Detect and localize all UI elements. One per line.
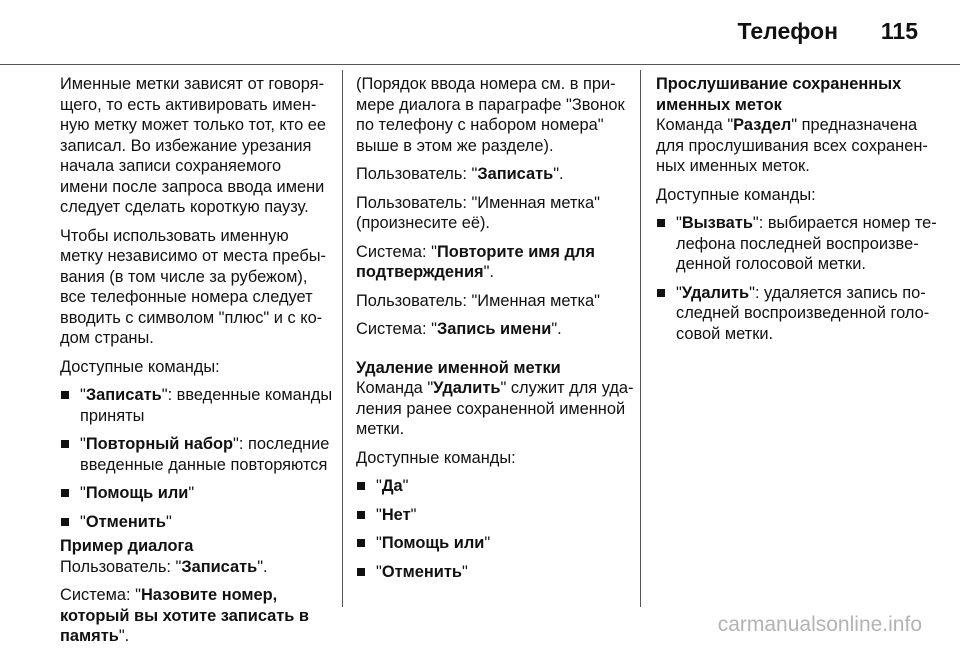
text-line: все телефонные номера следует	[60, 288, 313, 306]
column-3	[656, 74, 937, 352]
column-2	[356, 74, 634, 590]
text-line: денной голосовой метки.	[676, 255, 866, 273]
bullet-icon	[61, 440, 69, 448]
dialog-line: Система: "Запись имени".	[356, 320, 562, 338]
command-text: Отменить	[381, 562, 462, 581]
page-number: 115	[880, 18, 918, 44]
bullet-icon	[657, 289, 665, 297]
text-line: Именные метки зависят от говоря-	[60, 75, 325, 93]
list-item: "Нет"	[356, 505, 630, 526]
command-text: Нет	[381, 505, 411, 524]
command-text: который вы хотите записать в	[60, 606, 309, 625]
text-line: следней воспроизведенной голо-	[676, 304, 930, 322]
list-item: "Да"	[356, 476, 630, 497]
list-item: "Записать": введенные команды приняты	[60, 385, 332, 426]
command-text: Отменить	[85, 512, 166, 531]
command-text: Повторный набор	[85, 435, 234, 453]
bullet-icon	[357, 539, 365, 547]
list-item: "Помощь или"	[356, 533, 630, 554]
text-line: записал. Во избежание урезания	[60, 136, 312, 155]
command-text: Удалить	[681, 283, 750, 302]
page-header	[0, 0, 960, 64]
list-item: "Вызвать": выбирается номер те- лефона последней воспроизве- денной голосовой метки.	[656, 213, 931, 275]
dialog-line	[356, 193, 630, 234]
bullet-icon	[357, 511, 365, 519]
section-heading	[656, 74, 931, 115]
text-line: ления ранее сохраненной именной	[356, 399, 626, 418]
command-list	[356, 476, 630, 582]
command-text: Раздел	[733, 116, 792, 134]
dialog-line: Пользователь: "Именная метка"	[356, 291, 600, 310]
text-line: вания (в том числе за рубежом),	[60, 267, 308, 286]
text-line: выше в этом же разделе).	[356, 136, 554, 155]
text-line: метки.	[356, 420, 405, 438]
command-text: Записать	[181, 557, 258, 576]
speaker-label: Система:	[356, 320, 432, 338]
text-fragment: Команда	[656, 116, 728, 134]
text-line: дом страны.	[60, 329, 154, 347]
command-text: Удалить	[433, 379, 501, 397]
speaker-label: Система:	[60, 586, 136, 604]
text-line: начала записи сохраняемого	[60, 157, 282, 175]
bullet-icon	[61, 391, 69, 399]
command-text: Помощь или	[85, 484, 189, 502]
text-fragment: предназначена	[797, 116, 918, 134]
paragraph	[356, 74, 630, 156]
speaker-label: Пользователь:	[356, 165, 472, 183]
command-text: Запись имени	[436, 320, 552, 338]
command-text: память	[60, 627, 119, 645]
speaker-label: Пользователь:	[60, 557, 176, 576]
command-text: Записать	[477, 165, 554, 183]
bullet-icon	[61, 518, 69, 526]
text-line: введенные данные повторяются	[80, 455, 328, 474]
section-heading: Пример диалога	[60, 537, 194, 555]
text-line: для прослушивания всех сохранен-	[656, 136, 928, 155]
text-line: вводить с символом "плюс" и с ко-	[60, 308, 323, 327]
available-commands-label: Доступные команды:	[656, 185, 816, 204]
text-line: совой метки.	[676, 324, 774, 343]
command-description: : удаляется запись по-	[754, 283, 926, 302]
dialog-line: Пользователь: "Записать".	[356, 165, 564, 183]
command-text: Помощь или	[381, 534, 485, 552]
available-commands-label: Доступные команды:	[60, 357, 220, 376]
text-fragment: служит для уда-	[506, 379, 634, 397]
command-description: : введенные команды	[167, 386, 333, 404]
column-divider	[342, 70, 343, 607]
list-item: "Отменить"	[60, 512, 332, 533]
text-line: именных меток	[656, 95, 782, 114]
paragraph: Команда "Удалить" служит для уда- ления ранее сохраненной именной метки.	[356, 379, 634, 438]
section-heading: Удаление именной метки	[356, 358, 561, 377]
text-line: Чтобы использовать именную	[60, 226, 289, 245]
text-line: лефона последней воспроизве-	[676, 234, 919, 253]
text-line: Прослушивание сохраненных	[656, 75, 902, 93]
command-description: : выбирается номер те-	[758, 214, 937, 232]
command-description: : последние	[238, 435, 330, 453]
text-line: (произнесите её).	[356, 214, 490, 232]
bullet-icon	[357, 568, 365, 576]
bullet-icon	[357, 482, 365, 490]
text-line: Пользователь: "Именная метка"	[356, 193, 600, 212]
bullet-icon	[61, 489, 69, 497]
text-line: приняты	[80, 406, 145, 425]
paragraph	[60, 226, 332, 349]
dialog-line: Пользователь: "Записать".	[60, 557, 268, 576]
bullet-icon	[657, 219, 665, 227]
dialog-line: Система: "Повторите имя для подтверждения".	[356, 242, 595, 281]
list-item: "Отменить"	[356, 562, 630, 583]
command-list	[60, 385, 332, 532]
dialog-line: Система: "Назовите номер, который вы хотите записать в память".	[60, 585, 332, 647]
watermark: carmanualsonline.info	[717, 613, 922, 636]
list-item: "Повторный набор": последние введенные данные повторяются	[60, 434, 332, 475]
column-1	[60, 74, 332, 655]
command-list	[656, 213, 937, 344]
paragraph: Команда "Раздел" предназначена для прослушивания всех сохранен- ных именных меток.	[656, 115, 931, 177]
command-text: Да	[381, 477, 403, 495]
text-line: (Порядок ввода номера см. в при-	[356, 75, 616, 93]
text-line: щего, то есть активировать имен-	[60, 95, 317, 114]
list-item: "Помощь или"	[60, 483, 332, 504]
text-fragment: Команда	[356, 379, 428, 397]
command-text: Записать	[85, 386, 162, 404]
text-line: следует сделать короткую паузу.	[60, 198, 309, 216]
command-text: Вызвать	[681, 214, 753, 232]
page-title: Телефон	[737, 18, 838, 44]
text-line: по телефону с набором номера"	[356, 116, 604, 134]
text-line: имени после запроса ввода имени	[60, 177, 325, 196]
available-commands-label: Доступные команды:	[356, 448, 516, 467]
column-divider	[640, 70, 641, 607]
text-line: метку независимо от места пребы-	[60, 247, 326, 265]
command-text: подтверждения	[356, 263, 484, 281]
text-line: ную метку может только тот, кто ее	[60, 116, 327, 134]
text-line: ных именных меток.	[656, 157, 810, 175]
text-line: мере диалога в параграфе "Звонок	[356, 95, 625, 114]
header-rule	[0, 64, 960, 65]
list-item: "Удалить": удаляется запись по- следней воспроизведенной голо- совой метки.	[656, 283, 931, 345]
paragraph	[60, 74, 332, 218]
command-text: Назовите номер,	[140, 586, 278, 604]
speaker-label: Система:	[356, 242, 432, 261]
command-text: Повторите имя для	[436, 242, 595, 261]
